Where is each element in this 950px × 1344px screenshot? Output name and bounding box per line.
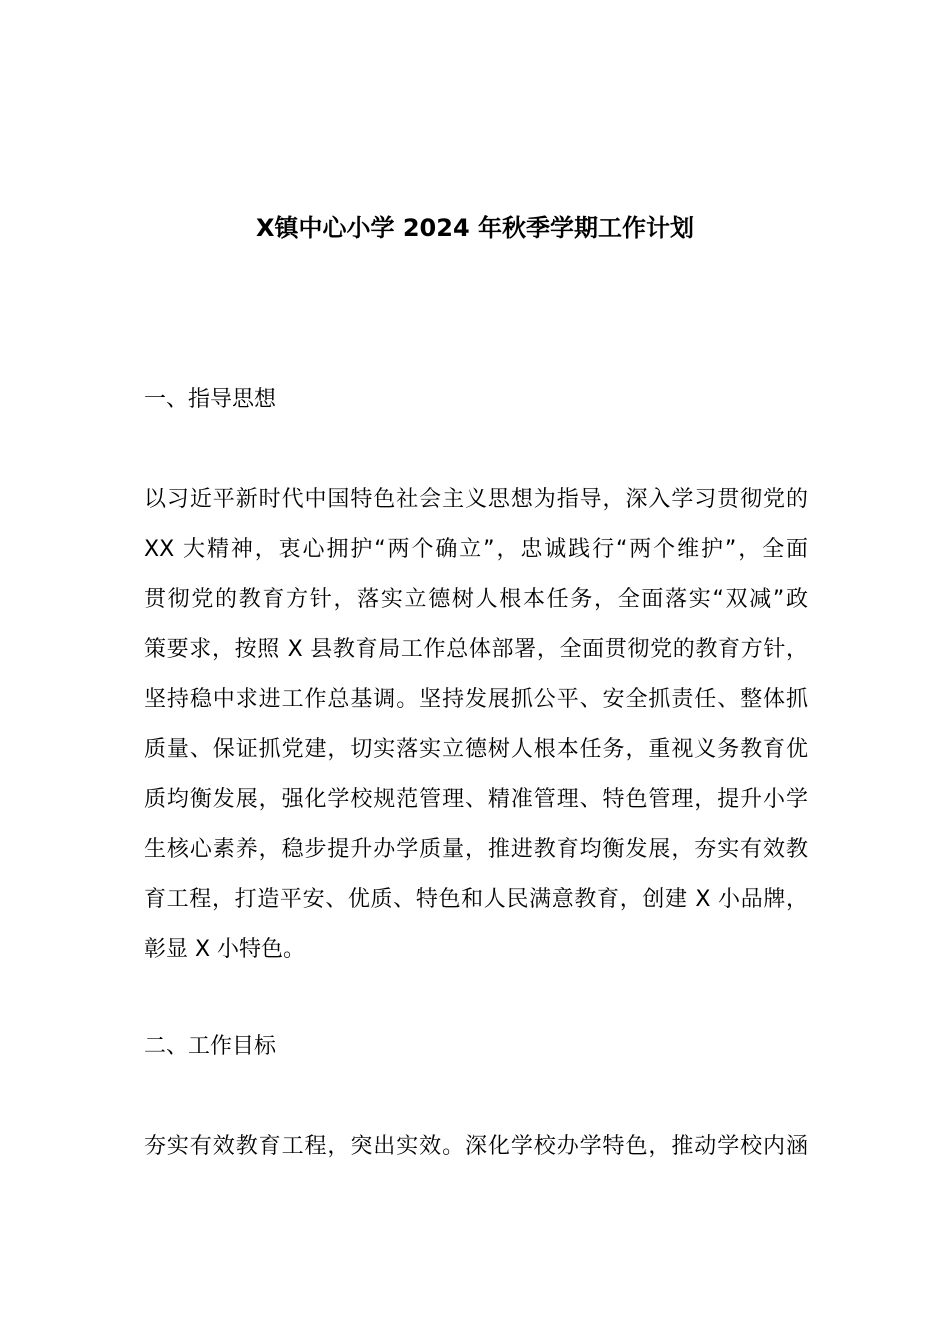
paragraph-line: 质均衡发展，强化学校规范管理、精准管理、特色管理，提升小学 [144,787,808,812]
document-title: X镇中心小学 2024 年秋季学期工作计划 [255,214,694,242]
paragraph-line: XX 大精神，衷心拥护“两个确立”，忠诚践行“两个维护”，全面 [144,537,808,562]
section-paragraph-work-goals [144,1122,808,1172]
section-heading-work-goals: 二、工作目标 [144,1034,277,1059]
paragraph-line: 育工程，打造平安、优质、特色和人民满意教育，创建 X 小品牌， [144,887,808,912]
paragraph-line: 以习近平新时代中国特色社会主义思想为指导，深入学习贯彻党的 [144,487,808,512]
paragraph-line: 彰显 X 小特色。 [144,937,306,962]
paragraph-line: 坚持稳中求进工作总基调。坚持发展抓公平、安全抓责任、整体抓 [144,687,808,712]
paragraph-line: 质量、保证抓党建，切实落实立德树人根本任务，重视义务教育优 [144,737,808,762]
section-heading-guiding-ideology: 一、指导思想 [144,387,277,412]
paragraph-line: 贯彻党的教育方针，落实立德树人根本任务，全面落实“双减”政 [144,587,808,612]
paragraph-line: 夯实有效教育工程，突出实效。深化学校办学特色，推动学校内涵 [144,1134,808,1159]
paragraph-line: 策要求，按照 X 县教育局工作总体部署，全面贯彻党的教育方针， [144,637,808,662]
section-paragraph-guiding-ideology [144,475,808,975]
paragraph-line: 生核心素养，稳步提升办学质量，推进教育均衡发展，夯实有效教 [144,837,808,862]
